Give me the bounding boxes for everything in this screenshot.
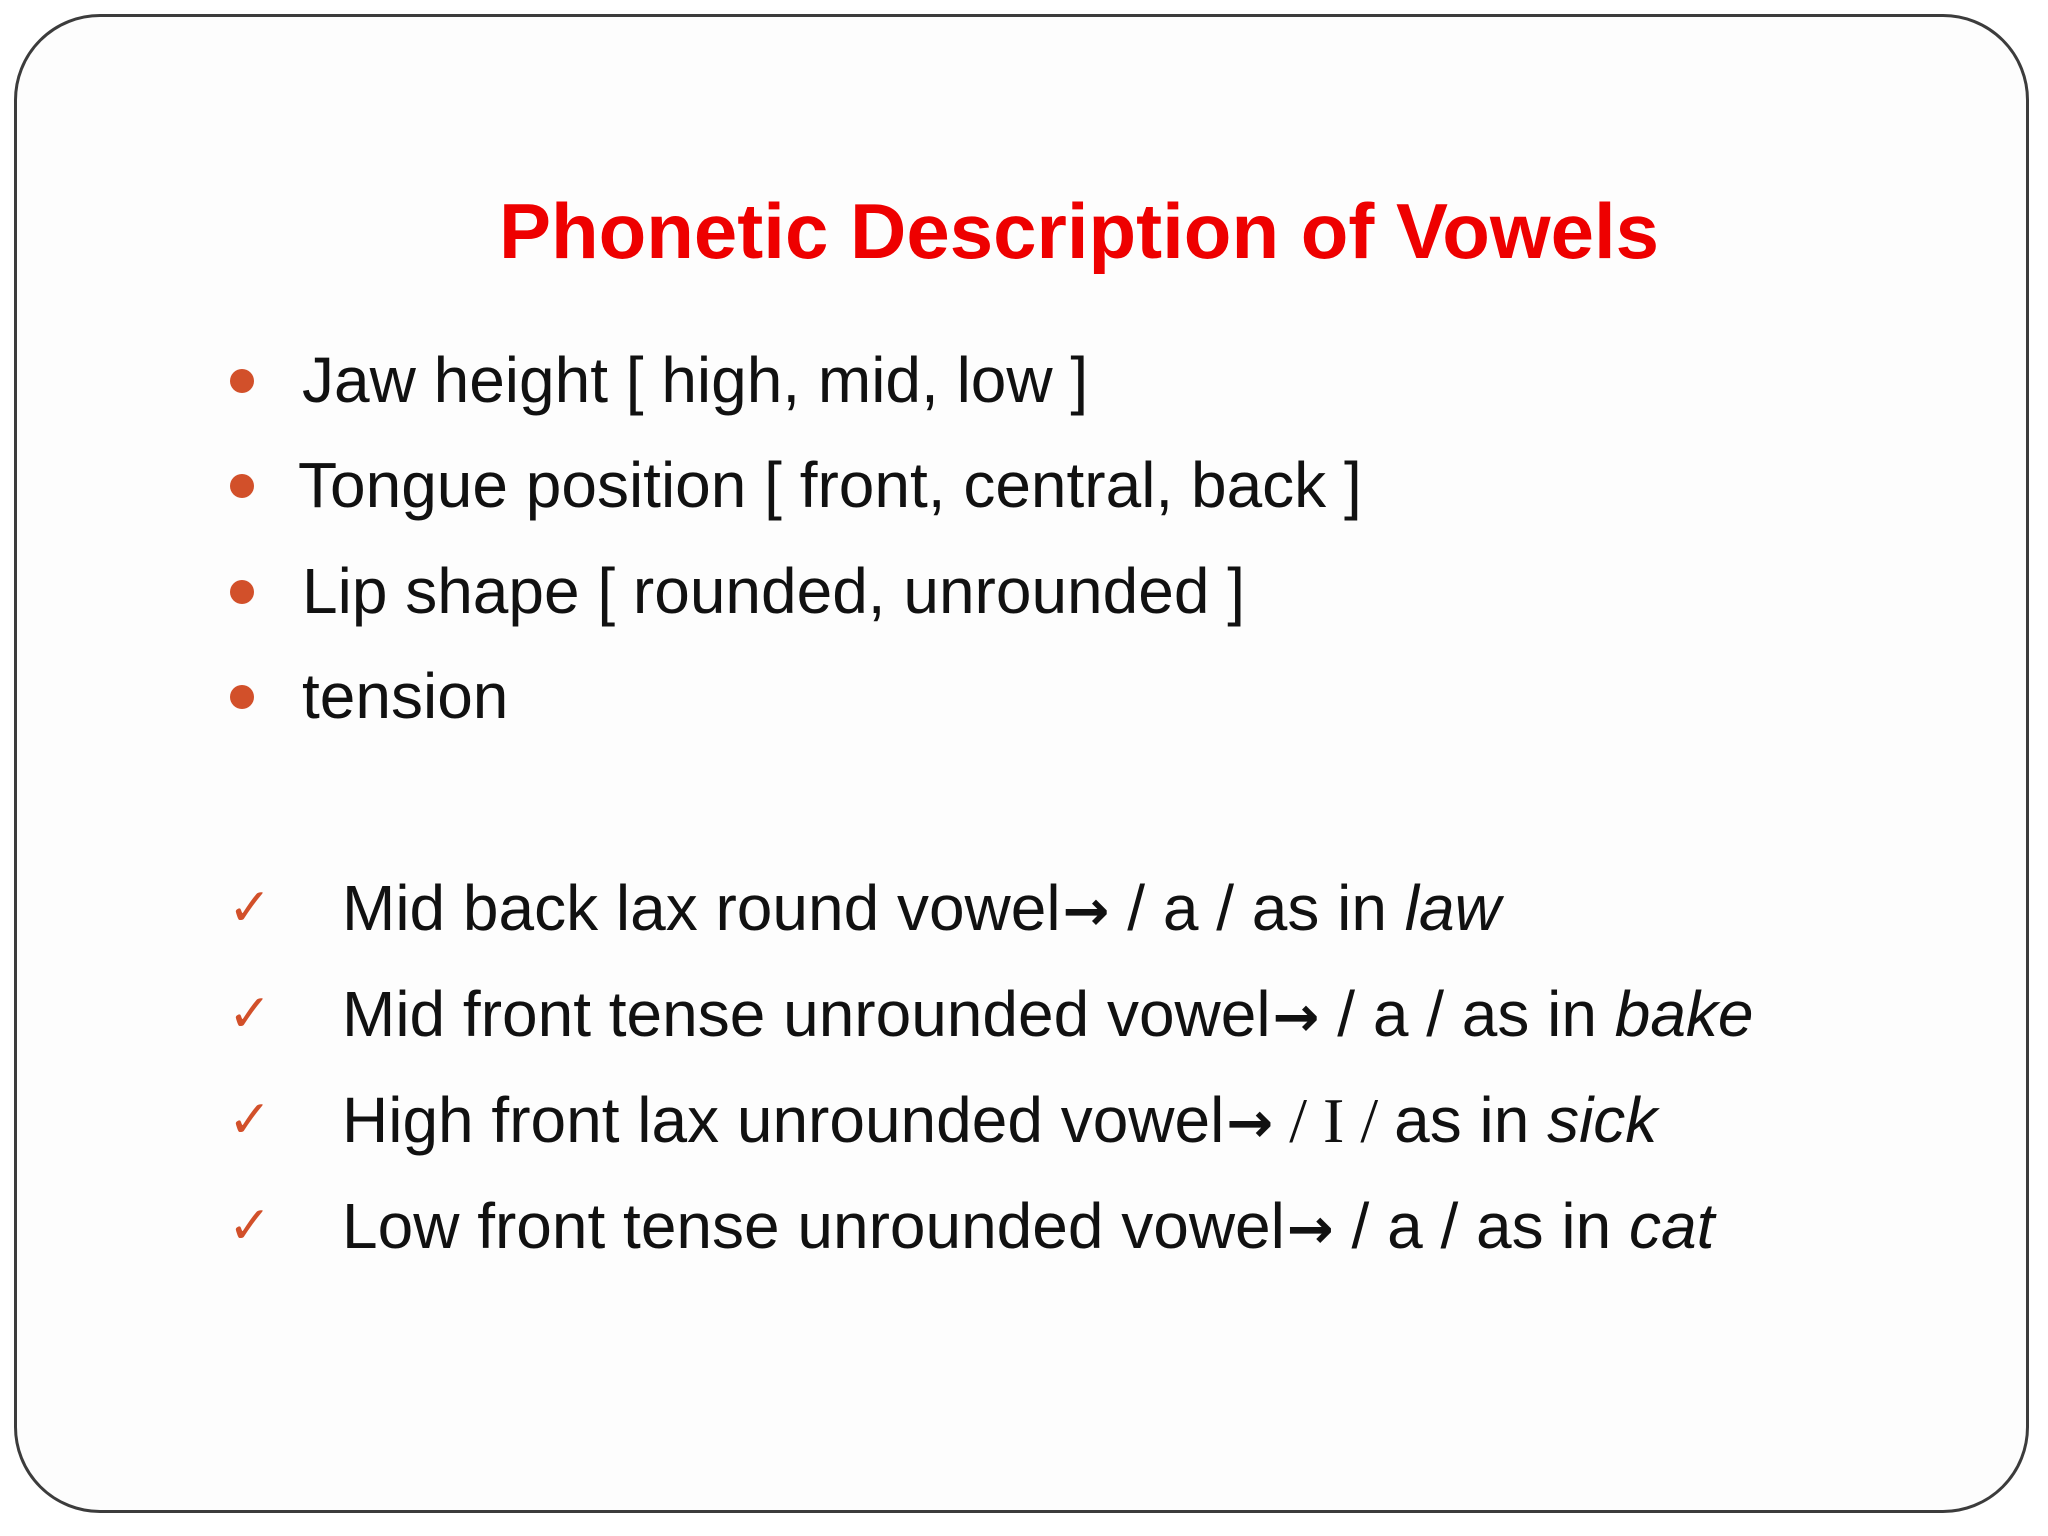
vowel-description: Mid back lax round vowel xyxy=(342,872,1061,944)
vowel-description: High front lax unrounded vowel xyxy=(342,1084,1225,1156)
bullet-dot-icon xyxy=(230,474,254,498)
arrow-right-icon: → xyxy=(1062,879,1110,944)
example-word: cat xyxy=(1629,1190,1715,1262)
bullet-text: Lip shape [ rounded, unrounded ] xyxy=(302,555,1245,627)
arrow-right-icon: → xyxy=(1272,985,1320,1050)
vowel-description: Low front tense unrounded vowel xyxy=(342,1190,1285,1262)
bullet-text: Tongue position [ front, central, back ] xyxy=(298,449,1362,521)
as-in-text: as in xyxy=(1394,1084,1548,1156)
vowel-symbol: / a / xyxy=(1319,978,1462,1050)
checkmark-icon: ✓ xyxy=(228,878,272,938)
check-text xyxy=(342,868,1501,952)
arrow-right-icon: → xyxy=(1286,1197,1334,1262)
check-text xyxy=(342,1080,1657,1164)
as-in-text: as in xyxy=(1251,872,1405,944)
bullet-dot-icon xyxy=(230,580,254,604)
check-text xyxy=(342,974,1754,1058)
example-word: bake xyxy=(1614,978,1754,1050)
checkmark-icon: ✓ xyxy=(228,984,272,1044)
arrow-right-icon: → xyxy=(1226,1091,1274,1156)
example-word: sick xyxy=(1547,1084,1658,1156)
vowel-symbol: / a / xyxy=(1333,1190,1477,1262)
bullet-text: Jaw height [ high, mid, low ] xyxy=(302,344,1089,416)
check-text xyxy=(342,1186,1714,1270)
as-in-text: as in xyxy=(1476,1190,1630,1262)
bullet-dot-icon xyxy=(230,685,254,709)
bullet-text: tension xyxy=(302,660,509,732)
slide-title: Phonetic Description of Vowels xyxy=(498,187,1660,275)
vowel-symbol: / I / xyxy=(1273,1085,1395,1156)
as-in-text: as in xyxy=(1461,978,1615,1050)
vowel-description: Mid front tense unrounded vowel xyxy=(342,978,1271,1050)
bullet-dot-icon xyxy=(230,369,254,393)
checkmark-icon: ✓ xyxy=(228,1196,272,1256)
example-word: law xyxy=(1404,872,1501,944)
vowel-symbol: / a / xyxy=(1109,872,1252,944)
checkmark-icon: ✓ xyxy=(228,1090,272,1150)
